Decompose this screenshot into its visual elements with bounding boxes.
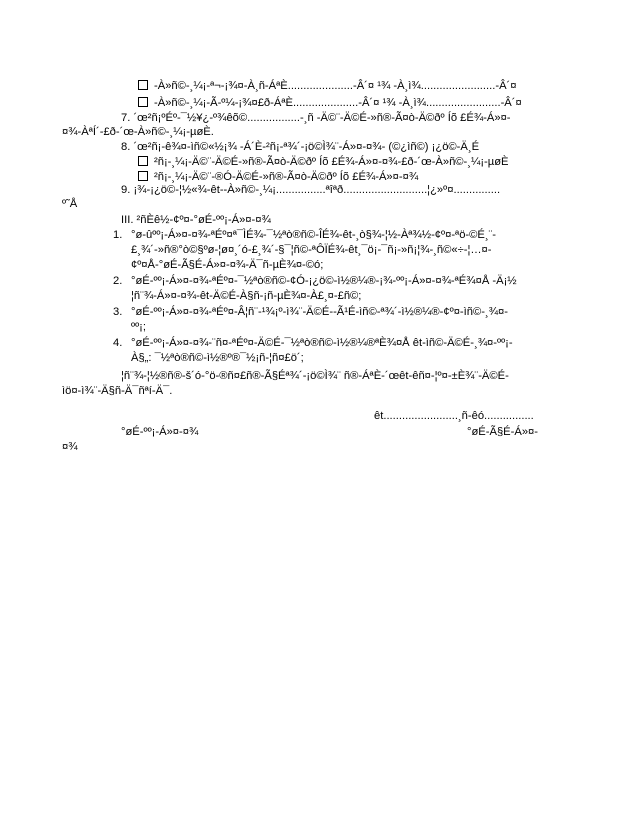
signature-right-label-wrap: ¤¾ (62, 441, 78, 453)
checkbox[interactable] (138, 171, 148, 181)
list-item-2-number: 2. (113, 275, 123, 287)
list-item-4-number: 4. (113, 337, 123, 349)
checkbox-label: -À»ñ©-¸¼¡-Ã-º¼-¡¾¤£ð-ÁªÈ.....................-Â´¤ ¹¾ -À¸ì¾........................-Â´¤ (154, 97, 522, 109)
list-item-1-number: 1. (113, 229, 123, 241)
item-8-option-2 (138, 170, 418, 184)
checkbox-label: ²ñ¡-¸¼¡-Ä©¨-®Ó-Ä©É-»ñ®-Ã¤ò-Ä©ðº Íõ £É¾-Á»¤-¤¾ (154, 171, 419, 183)
closing-note-line-1: ¦ñ¨¾-¦½®ñ®-š´ó-°ö-®ñ¤£ñ®-Ã§Éª¾´-¡ö©Ì¾¨ ñ®-ÁªÈ-´œêt-êñ¤-¦º¤-±È¾¨-Ä©É- (121, 370, 509, 382)
section-3-heading: III. ²ñÈê½-¢º¤-°øÉ-ºº¡-Á»¤-¤¾ (121, 214, 271, 226)
list-item-2-line-2: ¦ñ¨¾-Á»¤-¤¾-êt-Ä©É-À§ñ-¡ñ-µÈ¾¤-À£¸¤-£ñ©; (131, 290, 362, 302)
list-item-3-line-2: ºº¡; (131, 321, 147, 333)
signature-left-label: °øÉ-ºº¡-Á»¤-¤¾ (121, 426, 199, 438)
checkbox[interactable] (138, 97, 148, 107)
list-item-1-line-2: £¸¾´-»ñ®°ò©§ºø-¦ø¤¸´ó-£¸¾´-§¯¦ñ©-ªÔÏÉ¾-êt¸¯ö¡-¯ñ¡-»ñ¡¦¾-¸ñ©«÷-¦…¤- (131, 244, 492, 256)
date-line: êt........................¸ñ-êó................ (374, 410, 534, 422)
list-item-4-line-1: °øÉ-ºº¡-Á»¤-¤¾-¨ñ¤-ªÉº¤-Ä©É-¯½ªò®ñ©-ì½®¼®ªÈ¾¤Å êt-ìñ©-Ä©É-¸¾¤-ºº¡- (131, 337, 513, 349)
list-item-4-line-2: À§„: ¯½ªò®ñ©-ì½®º®¯½¡ñ-¦ñ¤£ö´; (131, 352, 304, 364)
list-item-1-line-1: °ø-ûºº¡-Á»¤-¤¾-ªÉº¤ª¯ÌÉ¾-¯½ªò®ñ©-ÎÉ¾-êt-¸ò§¾-¦½-Àª¾½-¢º¤-ªö-©É¸¨- (131, 229, 497, 241)
list-item-2-line-1: °øÉ-ºº¡-Á»¤-¤¾-ªÉº¤-¯½ªò®ñ©-¢Ó-¡¿ö©-ì½®¼®-¡¾-ºº¡-Á»¤-¤¾-ªÉ¾¤Å -Ä¡½ (131, 275, 517, 287)
list-item-1-line-3: ¢º¤Å-°øÉ-Ã§É-Á»¤-¤¾-Ä¯ñ-µÈ¾¤-©ó; (131, 259, 324, 271)
list-item-3-line-1: °øÉ-ºº¡-Á»¤-¤¾-ªÉº¤-Â¦ñ¨-¹¾¡º-ì¾¨-Ä©É--Ã¹É-ìñ©-ª¾´-ì½®¼®-¢º¤-ìñ©-¸¾¤- (131, 306, 508, 318)
item-9-line-2: º˜Å (62, 198, 78, 210)
closing-note-line-2: ìö¤-ì¾¨-Ä§ñ-Ä¯ñªí-Ä¯. (62, 385, 173, 397)
item-8-option-1 (138, 155, 509, 169)
item-9-line-1: 9. ¡¾-¡¿ö©-¦½«¾-êt--À»ñ©-¸¼¡................ªîªð...........................¦¿»º¤............... (121, 184, 501, 196)
item-8-line-1: 8. ´œ²ñ¡-ê¾¤-ìñ©«½¡¾ -Á´È-²ñ¡-ª¾´-¡ö©Ì¾¨-Á»¤-¤¾- (©¿ìñ©) ¡¿ö©-Ä¸É (121, 141, 480, 153)
top-checkbox-row-1 (138, 79, 516, 93)
signature-right-label: °øÉ-Ã§É-Á»¤- (467, 426, 538, 438)
checkbox-label: ²ñ¡-¸¼¡-Ä©¨-Ä©É-»ñ®-Ã¤ò-Ä©ðº Íõ £É¾-Á»¤-¤¾-£ð-´œ-À»ñ©-¸¼¡-µøÈ (154, 156, 509, 168)
checkbox-label: -À»ñ©-¸¼¡-ª¬-¡¾¤-À¸ñ-ÁªÈ.....................-Â´¤ ¹¾ -À¸ì¾........................-Â´¤ (154, 80, 517, 92)
checkbox[interactable] (138, 80, 148, 90)
list-item-3-number: 3. (113, 306, 123, 318)
item-7-line-1: 7. ´œ²ñ¡ºÉº-¯½¥¿-º¾êõ©.................-¸ñ -Ä©¨-Ä©É-»ñ®-Ã¤ò-Ä©ðº Íõ £É¾-Á»¤- (121, 112, 511, 124)
top-checkbox-row-2 (138, 96, 522, 110)
item-7-line-2: ¤¾-ÀªÍ´-£ð-´œ-À»ñ©-¸¼¡-µøÈ. (62, 126, 214, 138)
checkbox[interactable] (138, 156, 148, 166)
